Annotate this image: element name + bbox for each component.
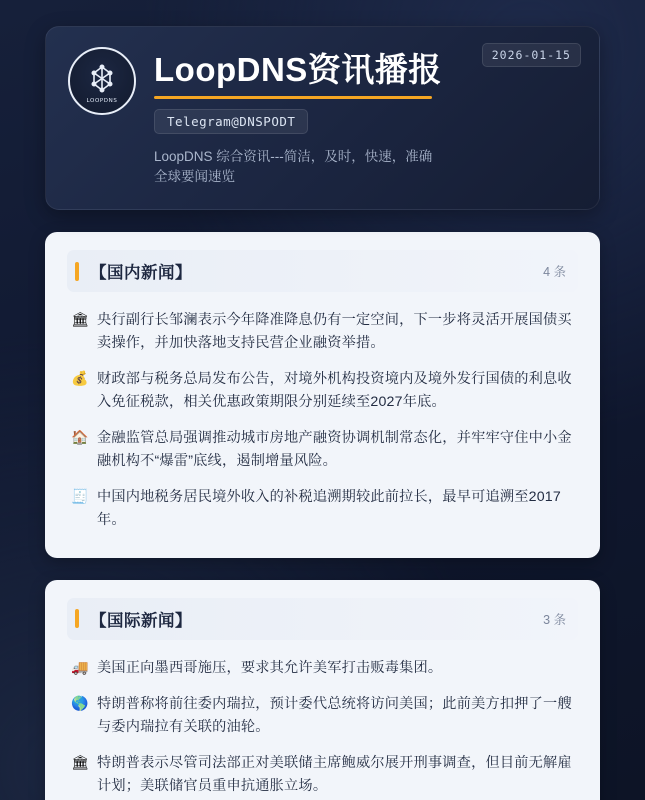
list-item bbox=[71, 745, 576, 800]
bank-icon: 🏛 bbox=[71, 311, 89, 328]
accent-bar bbox=[75, 609, 79, 628]
list-item bbox=[71, 361, 576, 420]
loopdns-logo bbox=[68, 47, 136, 115]
list-item bbox=[71, 302, 576, 361]
news-text: 财政部与税务总局发布公告，对境外机构投资境内及境外发行国债的利息收入免征税款，相关优惠政策期限分别延续至2027年底。 bbox=[97, 371, 572, 410]
house-icon: 🏠 bbox=[71, 429, 89, 446]
section-header bbox=[67, 250, 578, 292]
section-header bbox=[67, 598, 578, 640]
news-text: 中国内地税务居民境外收入的补税追溯期较此前拉长，最早可追溯至2017年。 bbox=[97, 489, 561, 528]
section-title: 【国际新闻】 bbox=[90, 611, 192, 630]
news-text: 特朗普称将前往委内瑞拉，预计委代总统将访问美国；此前美方扣押了一艘与委内瑞拉有关联的油轮。 bbox=[97, 696, 572, 735]
page-title: LoopDNS资讯播报 bbox=[154, 51, 442, 88]
section-title-wrap bbox=[67, 259, 192, 283]
news-list bbox=[67, 298, 578, 538]
list-item bbox=[71, 420, 576, 479]
news-text: 特朗普表示尽管司法部正对美联储主席鲍威尔展开刑事调查，但目前无解雇计划；美联储官员重申抗通胀立场。 bbox=[97, 755, 572, 794]
subtitle-line-1: LoopDNS 综合资讯---简洁，及时，快速，准确 bbox=[154, 148, 433, 164]
bank-icon: 🏛 bbox=[71, 754, 89, 771]
header-card bbox=[45, 26, 600, 210]
accent-bar bbox=[75, 262, 79, 281]
news-text: 金融监管总局强调推动城市房地产融资协调机制常态化，并牢牢守住中小金融机构不“爆雷”底线，遏制增量风险。 bbox=[97, 430, 572, 469]
date-badge: 2026-01-15 bbox=[482, 43, 581, 67]
telegram-handle: Telegram@DNSPODT bbox=[154, 109, 308, 134]
globe-icon: 🌎 bbox=[71, 695, 89, 712]
receipt-icon: 🧾 bbox=[71, 488, 89, 505]
section-count: 4 条 bbox=[543, 265, 566, 280]
section-international-news bbox=[45, 580, 600, 800]
list-item bbox=[71, 479, 576, 538]
section-domestic-news bbox=[45, 232, 600, 558]
title-block bbox=[154, 47, 442, 134]
list-item bbox=[71, 686, 576, 745]
news-list bbox=[67, 646, 578, 800]
money-icon: 💰 bbox=[71, 370, 89, 387]
news-text: 央行副行长邹澜表示今年降准降息仍有一定空间，下一步将灵活开展国债买卖操作，并加快落地支持民营企业融资举措。 bbox=[97, 312, 572, 351]
truck-icon: 🚚 bbox=[71, 658, 89, 675]
header-subtitle bbox=[154, 147, 577, 188]
section-count: 3 条 bbox=[543, 612, 566, 627]
title-underline bbox=[154, 96, 432, 99]
logo-wordmark: LOOPDNS bbox=[86, 98, 118, 104]
section-title-wrap bbox=[67, 607, 192, 631]
list-item bbox=[71, 650, 576, 686]
section-title: 【国内新闻】 bbox=[90, 264, 192, 283]
subtitle-line-2: 全球要闻速览 bbox=[154, 169, 235, 185]
news-text: 美国正向墨西哥施压，要求其允许美军打击贩毒集团。 bbox=[97, 659, 443, 676]
